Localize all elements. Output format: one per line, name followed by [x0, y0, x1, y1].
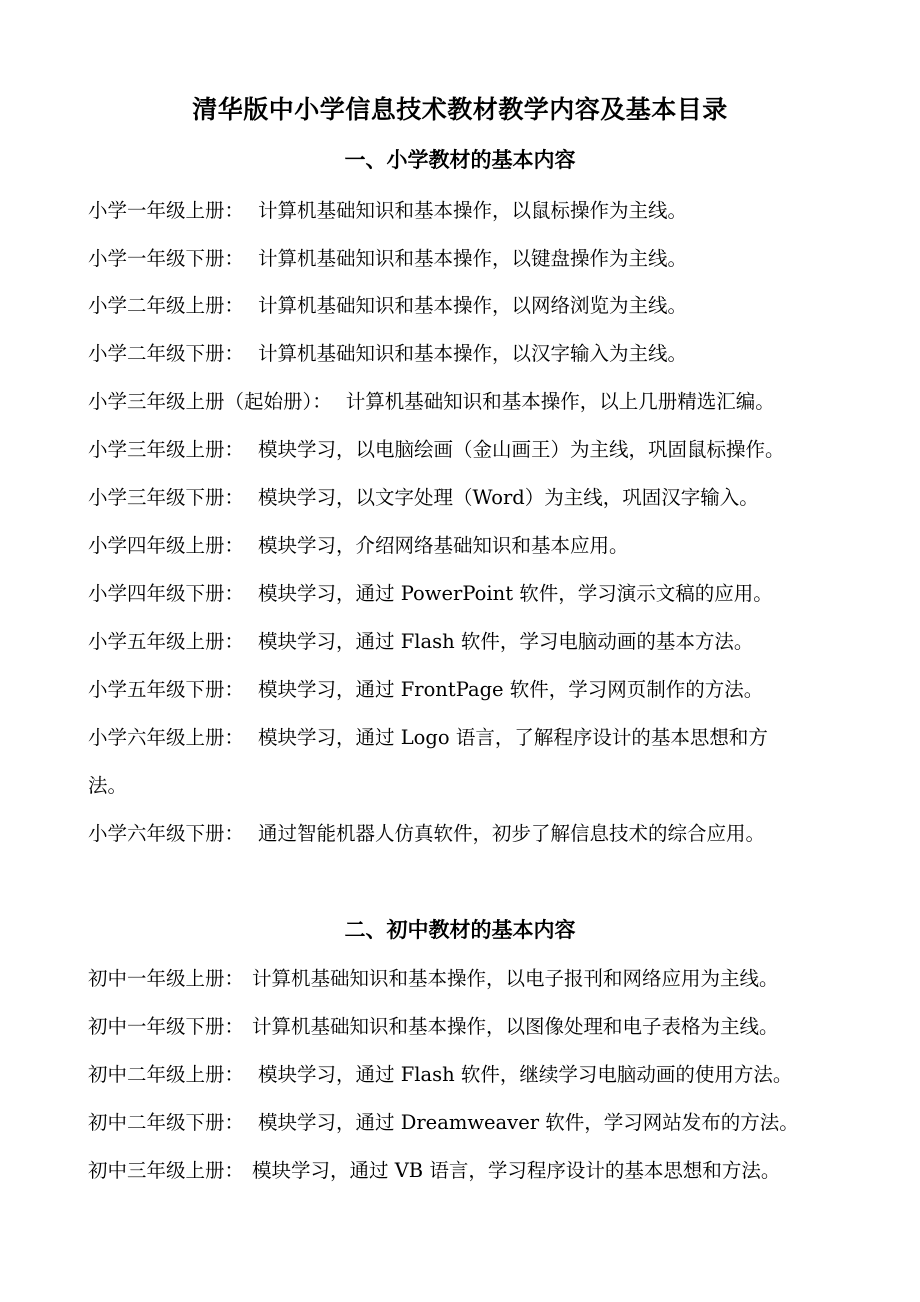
entry-text: 计算机基础知识和基本操作，以鼠标操作为主线。 — [258, 199, 688, 222]
entry-label: 小学三年级上册（起始册）： — [88, 390, 332, 413]
primary-entry-2 — [88, 244, 848, 274]
entry-label: 初中一年级上册： — [88, 967, 245, 990]
primary-entry-12-continuation: 法。 — [88, 774, 128, 797]
junior-entry-1 — [88, 964, 848, 994]
primary-entry-13 — [88, 819, 848, 849]
primary-entry-7 — [88, 483, 848, 513]
section-heading-junior: 二、初中教材的基本内容 — [344, 917, 576, 942]
entry-label: 小学六年级上册： — [88, 726, 245, 749]
entry-label: 小学五年级上册： — [88, 630, 245, 653]
entry-label: 小学一年级上册： — [88, 199, 245, 222]
primary-entry-9 — [88, 579, 848, 609]
entry-text: 计算机基础知识和基本操作，以图像处理和电子表格为主线。 — [252, 1015, 779, 1038]
entry-label: 初中二年级上册： — [88, 1063, 245, 1086]
entry-text: 模块学习，介绍网络基础知识和基本应用。 — [258, 534, 629, 557]
entry-text: 计算机基础知识和基本操作，以网络浏览为主线。 — [258, 294, 688, 317]
primary-entry-4 — [88, 339, 848, 369]
junior-entry-4 — [88, 1108, 848, 1138]
primary-entry-10 — [88, 627, 848, 657]
entry-text: 模块学习，通过 Flash 软件，继续学习电脑动画的使用方法。 — [258, 1063, 793, 1086]
entry-label: 小学三年级上册： — [88, 438, 245, 461]
entry-text: 计算机基础知识和基本操作，以电子报刊和网络应用为主线。 — [252, 967, 779, 990]
entry-text: 模块学习，通过 PowerPoint 软件，学习演示文稿的应用。 — [258, 582, 773, 605]
primary-entry-8 — [88, 531, 848, 561]
entry-label: 小学六年级下册： — [88, 822, 245, 845]
primary-entry-1 — [88, 196, 848, 226]
entry-label: 初中三年级上册： — [88, 1159, 245, 1182]
entry-text: 计算机基础知识和基本操作，以上几册精选汇编。 — [345, 390, 775, 413]
junior-entry-3 — [88, 1060, 848, 1090]
junior-entry-5 — [88, 1156, 848, 1186]
primary-entry-12 — [88, 723, 848, 753]
entry-label: 小学四年级上册： — [88, 534, 245, 557]
entry-text: 模块学习，通过 FrontPage 软件，学习网页制作的方法。 — [258, 678, 764, 701]
entry-text: 计算机基础知识和基本操作，以键盘操作为主线。 — [258, 247, 688, 270]
entry-text: 模块学习，以电脑绘画（金山画王）为主线，巩固鼠标操作。 — [258, 438, 785, 461]
entry-label: 小学二年级下册： — [88, 342, 245, 365]
primary-entry-3 — [88, 291, 848, 321]
entry-label: 初中一年级下册： — [88, 1015, 245, 1038]
entry-label: 小学一年级下册： — [88, 247, 245, 270]
section-heading-primary: 一、小学教材的基本内容 — [344, 147, 576, 172]
entry-label: 初中二年级下册： — [88, 1111, 245, 1134]
entry-label: 小学二年级上册： — [88, 294, 245, 317]
entry-label: 小学五年级下册： — [88, 678, 245, 701]
entry-text: 模块学习，通过 Logo 语言，了解程序设计的基本思想和方 — [258, 726, 768, 749]
primary-entry-5 — [88, 387, 848, 417]
entry-text: 模块学习，以文字处理（Word）为主线，巩固汉字输入。 — [258, 486, 759, 509]
entry-label: 小学三年级下册： — [88, 486, 245, 509]
entry-text: 通过智能机器人仿真软件，初步了解信息技术的综合应用。 — [258, 822, 766, 845]
junior-entry-2 — [88, 1012, 848, 1042]
primary-entry-11 — [88, 675, 848, 705]
entry-text: 模块学习，通过 Dreamweaver 软件，学习网站发布的方法。 — [258, 1111, 799, 1134]
entry-label: 小学四年级下册： — [88, 582, 245, 605]
document-title: 清华版中小学信息技术教材教学内容及基本目录 — [192, 95, 728, 124]
entry-text: 计算机基础知识和基本操作，以汉字输入为主线。 — [258, 342, 688, 365]
primary-entry-6 — [88, 435, 848, 465]
entry-text: 模块学习，通过 VB 语言，学习程序设计的基本思想和方法。 — [252, 1159, 781, 1182]
entry-text: 模块学习，通过 Flash 软件，学习电脑动画的基本方法。 — [258, 630, 754, 653]
